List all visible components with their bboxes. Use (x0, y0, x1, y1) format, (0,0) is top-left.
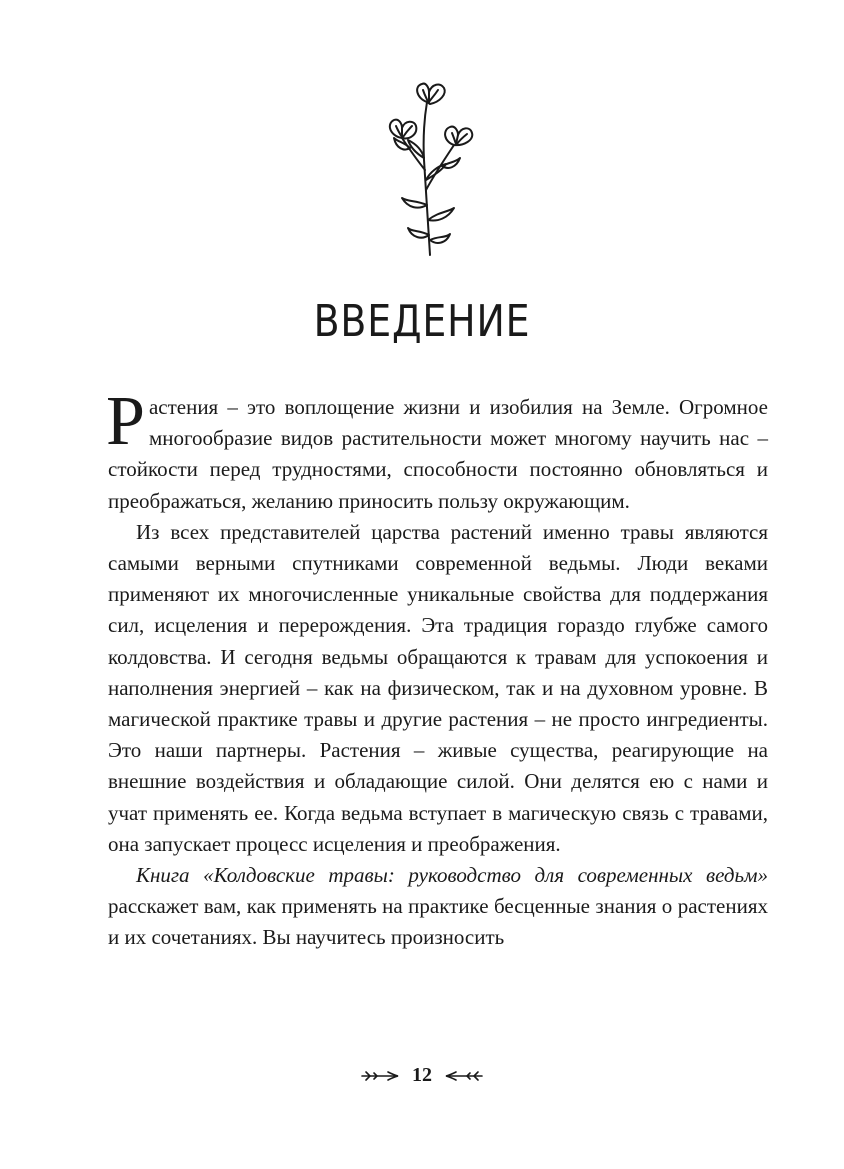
book-title-italic: Книга «Колдовские травы: руководство для современных ведьм» (136, 863, 768, 888)
drop-cap: Р (106, 383, 145, 460)
ornament-left-icon (360, 1069, 402, 1083)
page-number: 12 (412, 1064, 432, 1086)
body-text (106, 383, 768, 954)
page-title: ВВЕДЕНИЕ (313, 296, 531, 347)
flower-sprig-icon (372, 80, 482, 260)
paragraph-2: Из всех представителей царства растений именно травы являются самыми верными спутниками современной ведьмы. Люди веками применяют их многочисленные уникальные свойства для поддержания сил, исцеления и перерождения. Эта традиция гораздо глубже самого колдовства. И сегодня ведьмы обращаются к травам для успокоения и наполнения энергией – как на физическом, так и на духовном уровне. В магической практике травы и другие растения – не просто ингредиенты. Это наши партнеры. Растения – живые существа, реагирующие на внешние воздействия и обладающие силой. Они делятся ею с нами и учат применять ее. Когда ведьма вступает в магическую связь с травами, она запускает процесс исцеления и преображения. (108, 519, 768, 856)
paragraph-3-text: расскажет вам, как применять на практике бесценные знания о растениях и их сочетаниях. Вы научитесь произносить (108, 894, 768, 950)
paragraph-1-text: астения – это воплощение жизни и изобилия на Земле. Огромное многообразие видов растительности может многому научить нас – стойкости перед трудностями, способности постоянно обновляться и преображаться, желанию приносить пользу окружающим. (108, 395, 768, 513)
paragraph-3 (108, 860, 768, 954)
paragraph-1 (106, 383, 768, 517)
ornament-right-icon (442, 1069, 484, 1083)
page-footer (0, 1064, 844, 1087)
